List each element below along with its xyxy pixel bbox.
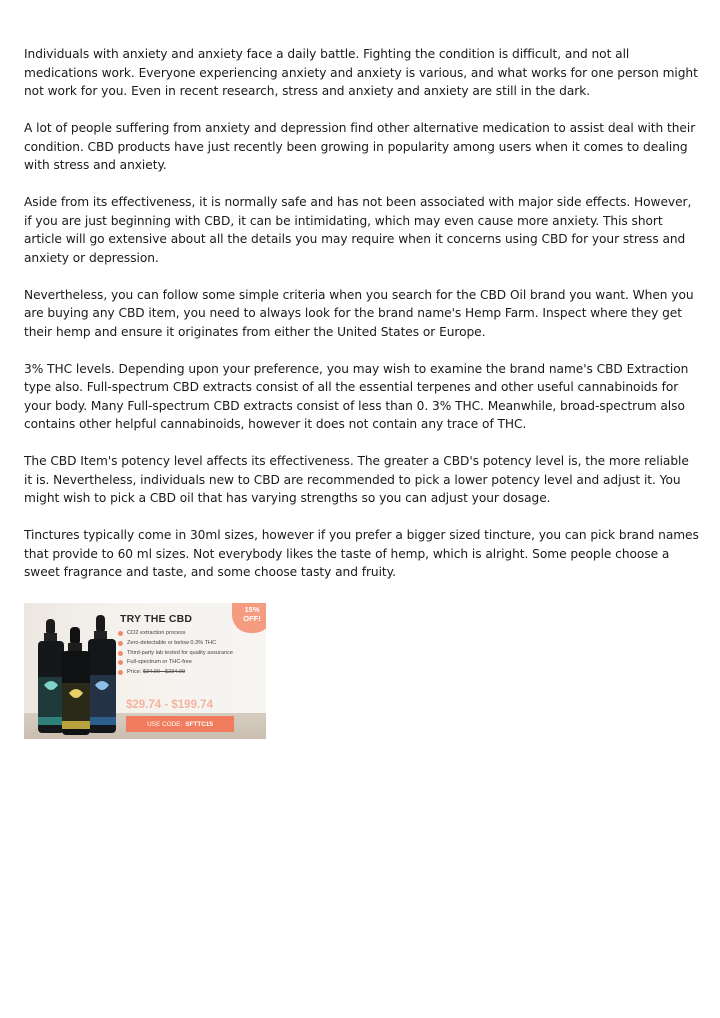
article-paragraph-2: A lot of people suffering from anxiety and depression find other alternative medication to assist deal with their condition. CBD products have just recently been growing in popularity among users when it comes to dealing with stress and anxiety. — [24, 121, 696, 172]
bottle-left — [38, 619, 64, 733]
promo-title: TRY THE CBD — [120, 613, 193, 625]
price-label: Price: — [127, 669, 142, 676]
feature-item-price — [118, 669, 238, 676]
article-paragraph-4: Nevertheless, you can follow some simple criteria when you search for the CBD Oil brand you want. When you are buying any CBD item, you need to always look for the brand name's Hemp Farm. Inspect where they get their hemp and ensure it originates from either the United States or Europe. — [24, 287, 694, 339]
code-label: USE CODE: — [147, 720, 183, 728]
article-paragraph-6: The CBD Item's potency level affects its effectiveness. The greater a CBD's potency level is, the more reliable it is. Nevertheless, individuals new to CBD are recommended to pick a lower potency level and adjust it. You might wish to pick a CBD oil that has varying strengths so you can adjust your dosage. — [24, 454, 689, 505]
code-value: SFTTC15 — [185, 720, 213, 728]
feature-item: CO2 extraction process — [118, 630, 238, 637]
badge-percent: 15% — [244, 605, 260, 614]
article-paragraph-7: Tinctures typically come in 30ml sizes, however if you prefer a bigger sized tincture, you can pick brand names that provide to 60 ml sizes. Not everybody likes the taste of hemp, which is alright. Some people choose a sweet fragrance and taste, and some choose tasty and fruity. — [24, 528, 699, 579]
cbd-promo-banner[interactable] — [24, 603, 266, 739]
article-paragraph-3: Aside from its effectiveness, it is normally safe and has not been associated with major side effects. However, if you are just beginning with CBD, it can be intimidating, which may even cause more anxiety. This short article will go extensive about all the details you may require when it concerns using CBD for your stress and anxiety or depression. — [24, 195, 692, 265]
bottle-center — [62, 627, 90, 735]
article-paragraph-5: 3% THC levels. Depending upon your preference, you may wish to examine the brand name's CBD Extraction type also. Full-spectrum CBD extracts consist of all the essential terpenes and other useful cannabinoids for your body. Many Full-spectrum CBD extracts consist of less than 0. 3% THC. Meanwhile, broad-spectrum also contains other helpful cannabinoids, however it does not contain any trace of THC. — [24, 361, 689, 431]
discounted-price: $29.74 - $199.74 — [126, 699, 213, 711]
bullet-dot-icon — [118, 660, 123, 665]
old-price: $34.99 - $234.99 — [142, 669, 186, 676]
feature-item: Third-party lab tested for quality assurance — [118, 650, 238, 657]
feature-item: Full-spectrum or THC-free — [118, 659, 238, 666]
bullet-dot-icon — [118, 670, 123, 675]
bullet-dot-icon — [118, 651, 123, 656]
bullet-dot-icon — [118, 641, 123, 646]
article-body — [24, 45, 700, 600]
feature-list — [118, 630, 238, 679]
promo-code-button[interactable] — [126, 716, 234, 732]
feature-item: Zero-detectable or below 0.3% THC — [118, 640, 238, 647]
article-paragraph-1: Individuals with anxiety and anxiety face a daily battle. Fighting the condition is difficult, and not all medications work. Everyone experiencing anxiety and anxiety is various, and what works for one person might not work for you. Even in recent research, stress and anxiety and anxiety are still in the dark. — [24, 47, 698, 98]
bullet-dot-icon — [118, 631, 123, 636]
badge-off: OFF! — [243, 614, 261, 623]
cbd-bottles-image — [32, 613, 124, 737]
bottle-right — [88, 615, 116, 733]
